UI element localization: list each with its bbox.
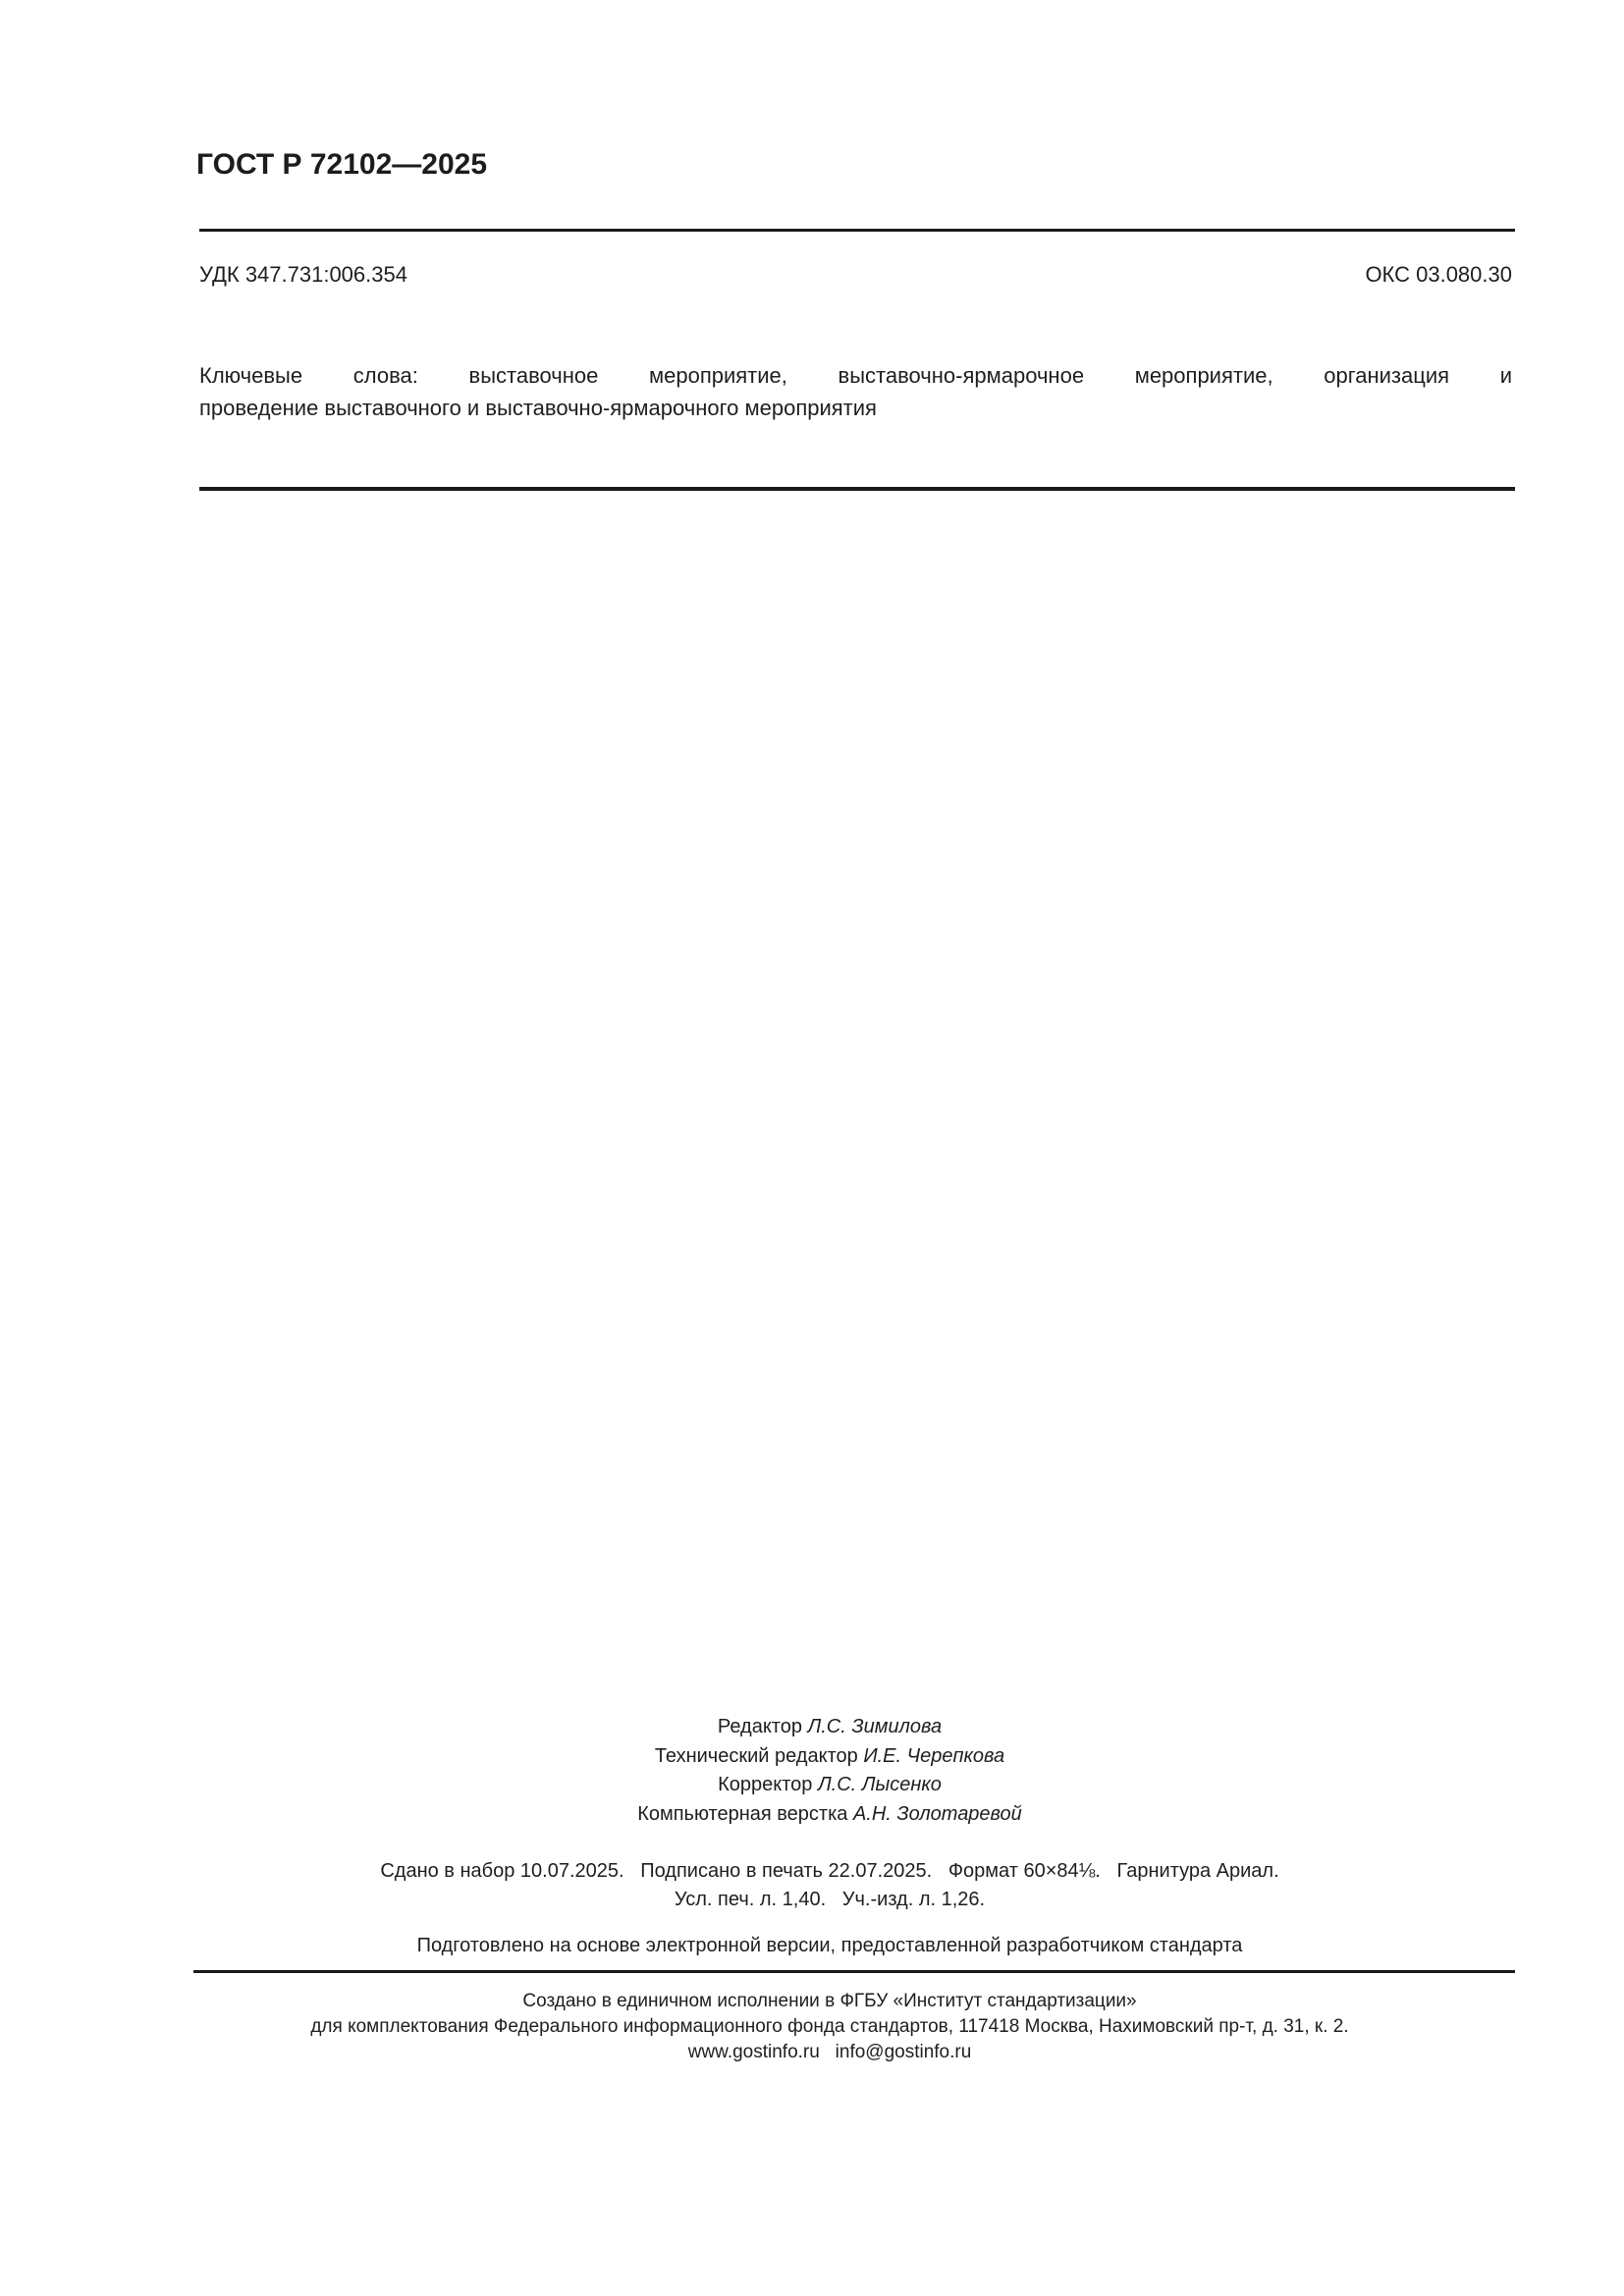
credit-line-layout xyxy=(147,1800,1512,1830)
credit-name: А.Н. Золотаревой xyxy=(852,1802,1022,1825)
imprint-block xyxy=(147,1857,1512,1914)
doc-code-heading: ГОСТ Р 72102—2025 xyxy=(196,148,488,181)
credit-name: И.Е. Черепкова xyxy=(863,1744,1005,1767)
imprint-line-2: Усл. печ. л. 1,40. Уч.-изд. л. 1,26. xyxy=(674,1889,986,1910)
credit-line-technical-editor xyxy=(147,1742,1512,1772)
credit-name: Л.С. Зимилова xyxy=(807,1716,943,1737)
keywords-divider xyxy=(199,487,1515,491)
credit-line-editor xyxy=(147,1713,1512,1742)
credit-role: Компьютерная верстка xyxy=(637,1802,853,1825)
keywords-line-2: проведение выставочного и выставочно-ярмарочного мероприятия xyxy=(199,396,877,420)
credits-block xyxy=(147,1713,1512,1829)
oks-code: ОКС 03.080.30 xyxy=(1365,262,1512,287)
credit-line-corrector xyxy=(147,1771,1512,1800)
imprint-line-1: Сдано в набор 10.07.2025. Подписано в печать 22.07.2025. Формат 60×84⅛. Гарнитура Ариал. xyxy=(380,1860,1279,1882)
prepared-note: Подготовлено на основе электронной версии, предоставленной разработчиком стандарта xyxy=(416,1935,1243,1956)
publisher-contacts: www.gostinfo.ru info@gostinfo.ru xyxy=(687,2042,972,2062)
keywords-line-1: Ключевые слова: выставочное мероприятие, выставочно-ярмарочное мероприятие, организация и xyxy=(199,363,1512,388)
footer-divider xyxy=(193,1970,1515,1973)
credit-role: Редактор xyxy=(717,1716,808,1737)
publisher-line-2: для комплектования Федерального информационного фонда стандартов, 117418 Москва, Нахимовский пр-т, д. 31, к. 2. xyxy=(310,2016,1349,2037)
keywords-block xyxy=(199,359,1512,424)
credit-name: Л.С. Лысенко xyxy=(817,1774,942,1795)
udk-code: УДК 347.731:006.354 xyxy=(199,262,407,287)
classifier-row xyxy=(199,261,1512,289)
publisher-line-1: Создано в единичном исполнении в ФГБУ «Институт стандартизации» xyxy=(522,1991,1137,2011)
publisher-block xyxy=(147,1989,1512,2065)
header-divider xyxy=(199,229,1515,232)
credit-role: Корректор xyxy=(718,1774,818,1795)
credit-role: Технический редактор xyxy=(654,1744,864,1767)
